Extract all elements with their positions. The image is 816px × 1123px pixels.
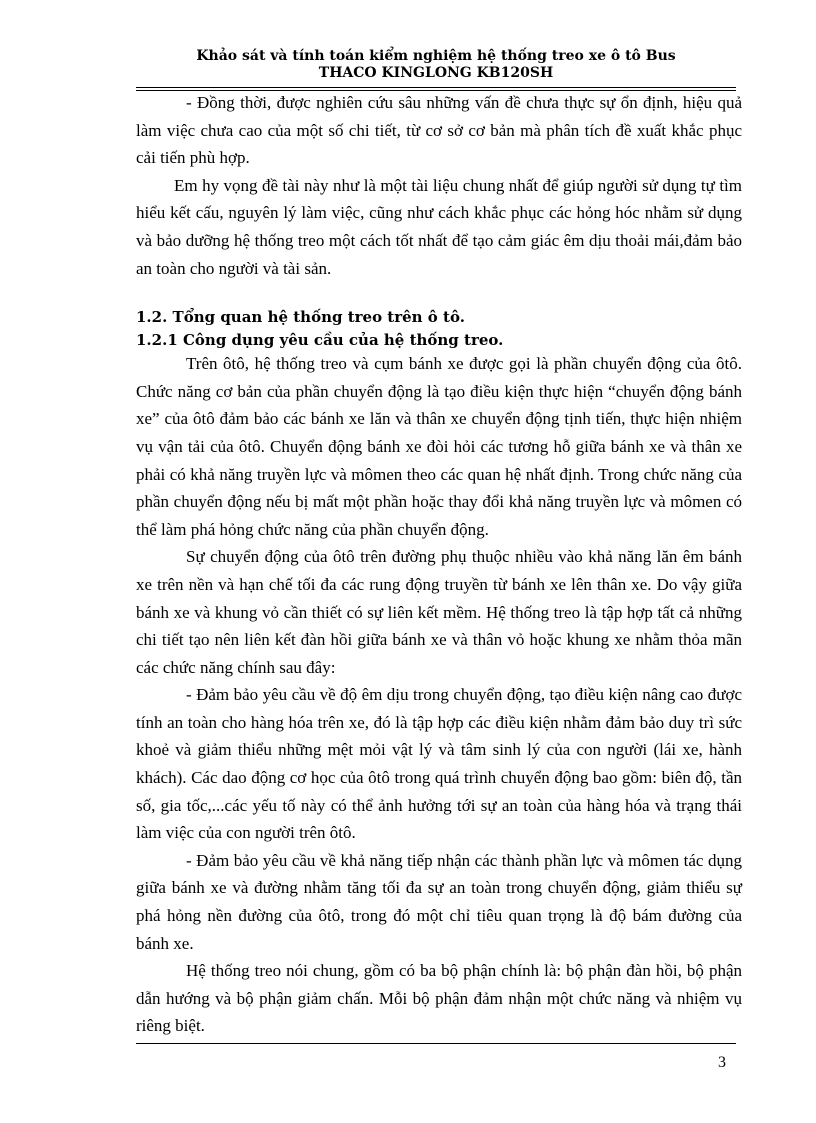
section-heading-1-2: 1.2. Tổng quan hệ thống treo trên ô tô. <box>136 308 465 327</box>
footer-divider <box>136 1043 736 1044</box>
paragraph-2: Em hy vọng đề tài này như là một tài liệu chung nhất để giúp người sử dụng tự tìm hiểu kết cấu, nguyên lý làm việc, cũng như cách khắc phục các hỏng hóc nhằm sử dụng và bảo dưỡng hệ thống treo một cách tốt nhất để tạo cảm giác êm dịu thoải mái,đảm bảo an toàn cho người và tài sản. <box>136 175 742 278</box>
paragraph-1: - Đồng thời, được nghiên cứu sâu những vấn đề chưa thực sự ổn định, hiệu quả làm việc chưa cao của một số chi tiết, từ cơ sở cơ bản mà phân tích đề xuất khắc phục cải tiến phù hợp. <box>136 93 742 168</box>
page-header <box>136 48 736 82</box>
section-heading-1-2-1: 1.2.1 Công dụng yêu cầu của hệ thống treo. <box>136 331 504 350</box>
header-title-line1: Khảo sát và tính toán kiểm nghiệm hệ thống treo xe ô tô Bus <box>196 48 676 64</box>
paragraph-3: Trên ôtô, hệ thống treo và cụm bánh xe được gọi là phần chuyển động của ôtô. Chức năng cơ bản của phần chuyển động là tạo điều kiện thực hiện “chuyển động bánh xe” của ôtô đảm bảo các bánh xe lăn và thân xe chuyển động tịnh tiến, thực hiện nhiệm vụ vận tải của ôtô. Chuyển động bánh xe đòi hỏi các tương hỗ giữa bánh xe và thân xe phải có khả năng truyền lực và mômen theo các quan hệ nhất định. Trong chức năng của phần chuyển động nếu bị mất một phần hoặc thay đổi khả năng truyền lực và mômen có thể làm phá hỏng chức năng của phần chuyển động. <box>136 354 742 539</box>
paragraph-5: - Đảm bảo yêu cầu về độ êm dịu trong chuyển động, tạo điều kiện nâng cao được tính an toàn cho hàng hóa trên xe, đó là tập hợp các điều kiện nhằm đảm bảo duy trì sức khoẻ và giảm thiểu những mệt mỏi vật lý và tâm sinh lý của con người (lái xe, hành khách). Các dao động cơ học của ôtô trong quá trình chuyển động bao gồm: biên độ, tần số, gia tốc,...các yếu tố này có thể ảnh hưởng tới sự an toàn của hàng hóa và trạng thái làm việc của con người trên ôtô. <box>136 685 742 843</box>
paragraph-4: Sự chuyển động của ôtô trên đường phụ thuộc nhiều vào khả năng lăn êm bánh xe trên nền và hạn chế tối đa các rung động truyền từ bánh xe lên thân xe. Do vậy giữa bánh xe và khung vỏ cần thiết có sự liên kết mềm. Hệ thống treo là tập hợp tất cả những chi tiết tạo nên liên kết đàn hồi giữa bánh xe và thân vỏ hoặc khung xe nhằm thỏa mãn các chức năng chính sau đây: <box>136 547 742 677</box>
page-body <box>136 89 742 1040</box>
paragraph-6: - Đảm bảo yêu cầu về khả năng tiếp nhận các thành phần lực và mômen tác dụng giữa bánh xe và đường nhằm tăng tối đa sự an toàn trong chuyển động, giảm thiểu sự phá hỏng nền đường của ôtô, trong đó một chỉ tiêu quan trọng là độ bám đường của bánh xe. <box>136 850 742 953</box>
paragraph-7: Hệ thống treo nói chung, gồm có ba bộ phận chính là: bộ phận đàn hồi, bộ phận dẫn hướng và bộ phận giảm chấn. Mỗi bộ phận đảm nhận một chức năng và nhiệm vụ riêng biệt. <box>136 961 742 1036</box>
page-number: 3 <box>718 1054 726 1071</box>
header-title-line2: THACO KINGLONG KB120SH <box>318 65 554 81</box>
